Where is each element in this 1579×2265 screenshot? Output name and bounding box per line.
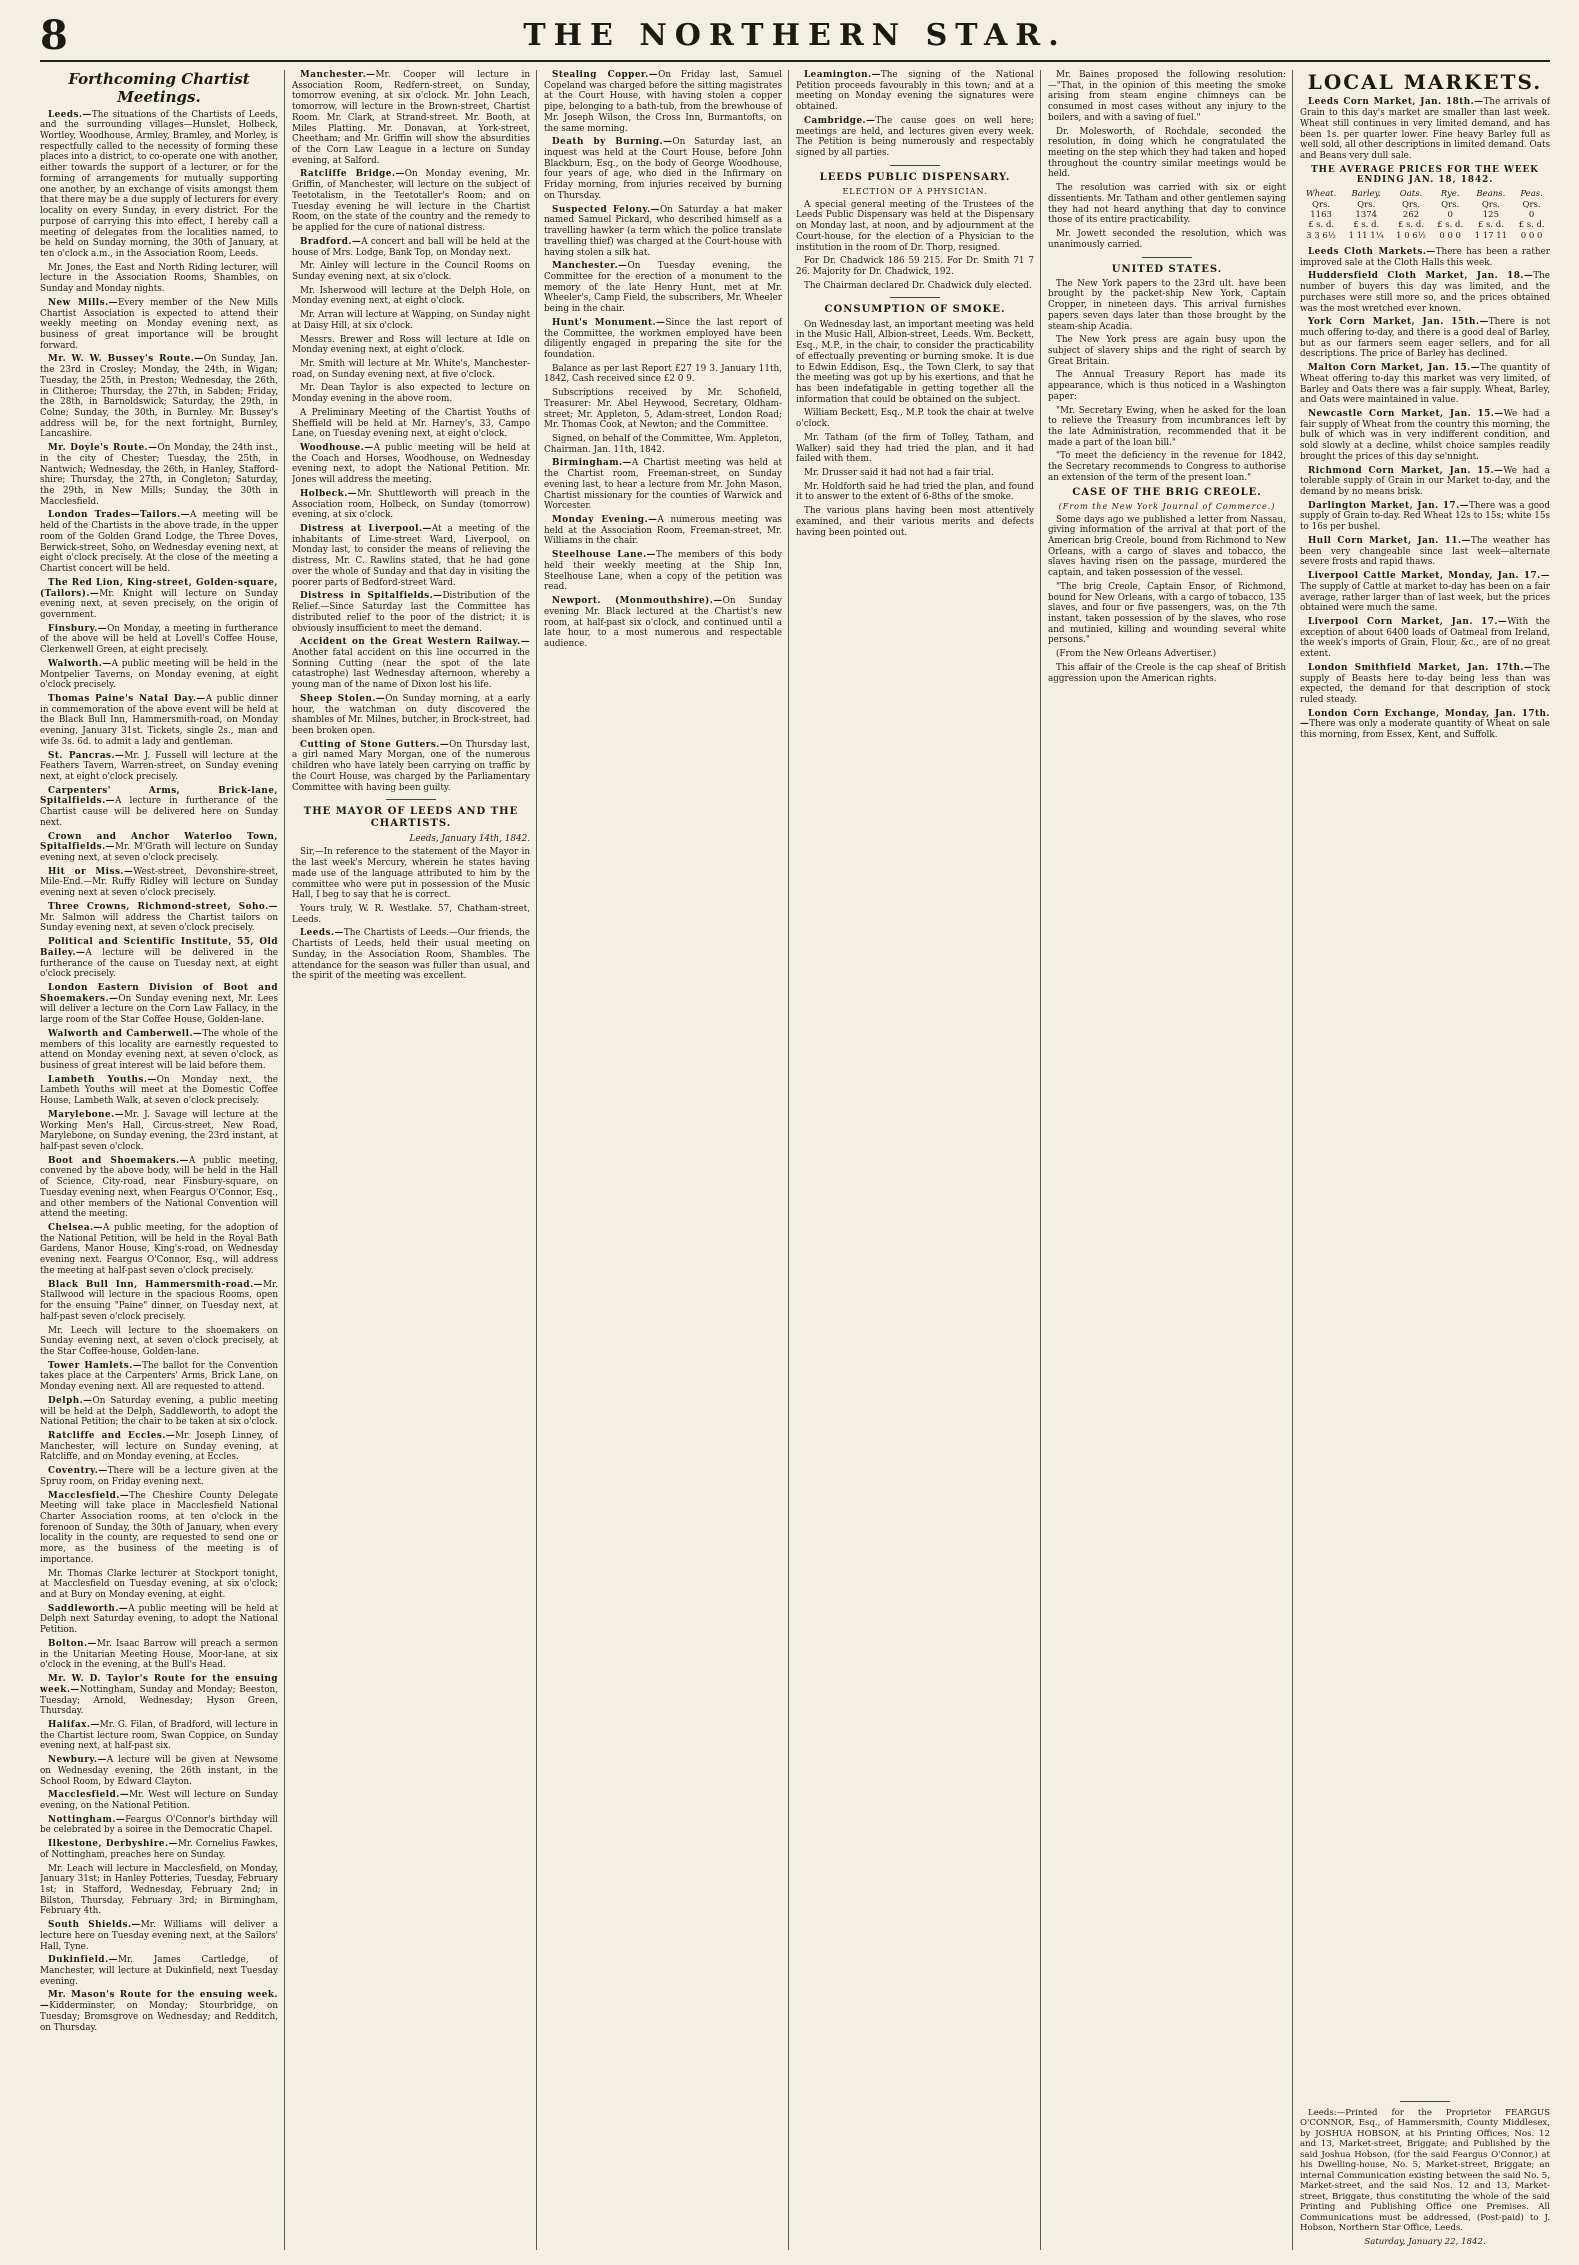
paragraph: Mr. Smith will lecture at Mr. White's, Manchester-road, on Sunday evening next, at five o'clock. (292, 358, 530, 380)
table-cell: £ s. d. (1353, 220, 1380, 231)
paragraph-lead: Newport. (Monmouthshire).— (552, 596, 723, 607)
paragraph-lead: Macclesfield.— (48, 1790, 130, 1801)
paragraph-lead: Leamington.— (804, 70, 881, 80)
table-cell: 0 (1447, 209, 1453, 220)
imprint-date: Saturday, January 22, 1842. (1364, 2236, 1486, 2247)
table-cell: 3 3 6½ (1306, 230, 1337, 241)
paragraph: Black Bull Inn, Hammersmith-road.—Mr. Stallwood will lecture in the spacious Rooms, open for the ensuing "Paine" dinner, on Tuesday next, at half-past seven o'clock precisely. (40, 1279, 278, 1322)
paragraph-lead: Bradford.— (300, 236, 362, 247)
paragraph-lead: Boot and Shoemakers.— (48, 1155, 189, 1166)
section-paragraphs (796, 320, 1034, 539)
page-number: 8 (40, 12, 68, 59)
paragraph: Mr. Leach will lecture in Macclesfield, on Monday, January 31st; in Hanley Potteries, Tuesday, February 1st; in Stafford, Wednesday, February 2nd; in Bilston, Thursday, February 3rd; in Birmingham, February 4th. (40, 1863, 278, 1917)
paragraph-lead: Walworth.— (48, 658, 112, 669)
paragraph: Crown and Anchor Waterloo Town, Spitalfields.—Mr. M'Grath will lecture on Sunday evening next, at seven o'clock precisely. (40, 831, 278, 864)
paragraph: Chelsea.—A public meeting, for the adoption of the National Petition, will be held in the Royal Bath Gardens, Manor House, King's-road, on Wednesday evening next. Feargus O'Connor, Esq., will address the meeting at half-past seven o'clock precisely. (40, 1223, 278, 1276)
table-cell: 1163 (1310, 209, 1332, 220)
paragraph-lead: London Corn Exchange, Monday, Jan. 17th.— (1300, 708, 1550, 730)
paragraph: Some days ago we published a letter from Nassau, giving information of the arrival at that port of the American brig Creole, bound from Richmond to New Orleans, with a cargo of slaves and tobacco, the slaves having risen on the passage, murdered the captain, and taken possession of the vessel. (1048, 514, 1286, 579)
paragraph: Darlington Market, Jan. 17.—There was a good supply of Grain to-day. Red Wheat 12s to 15s; white 15s to 16s per bushel. (1300, 500, 1550, 533)
section-title: CONSUMPTION OF SMOKE. (824, 304, 1006, 316)
column-paragraphs (544, 70, 782, 650)
paragraph: (From the New Orleans Advertiser.) (1056, 649, 1217, 660)
paragraph: Dr. Molesworth, of Rochdale, seconded the resolution, in doing which he congratulated the meeting on the step which they had taken and hoped throughout the country similar meetings would be held. (1048, 126, 1286, 180)
paragraph: The resolution was carried with six or eight dissentients. Mr. Tatham and other gentlemen saying they had not heard anything that day to convince those of its entire practicability. (1048, 183, 1286, 226)
paragraph: New Mills.—Every member of the New Mills Chartist Association is expected to attend their weekly meeting on Monday evening next, as business of great importance will be brought forward. (40, 297, 278, 351)
markets-heading: LOCAL MARKETS. (1307, 70, 1543, 94)
paragraph: Subscriptions received by Mr. Schofield, Treasurer: Mr. Abel Heywood, Secretary, Oldham-street; Mr. Appleton, 5, Adam-street, London Road; Mr. Thomas Cook, at Newton; and the Committee. (544, 388, 782, 431)
paragraph-lead: Malton Corn Market, Jan. 15.— (1308, 363, 1481, 374)
paragraph: Cambridge.—The cause goes on well here; meetings are held, and lectures given every week. The Petition is being numerously and respectably signed by all parties. (796, 115, 1034, 159)
imprint (1300, 2095, 1550, 2250)
paragraph-lead: Mr. Doyle's Route.— (48, 443, 158, 454)
paragraph: Mr. Jones, the East and North Riding lecturer, will lecture in the Association Rooms, Shambles, on Sunday and Monday nights. (40, 262, 278, 295)
table-cell: 0 0 0 (1439, 230, 1461, 241)
paragraph-lead: South Shields.— (48, 1920, 141, 1931)
column-5 (1048, 70, 1286, 2250)
table-row (1300, 189, 1550, 199)
paragraph: Mr. Ainley will lecture in the Council Rooms on Sunday evening next, at six o'clock. (292, 261, 530, 282)
paragraph-lead: Leeds Corn Market, Jan. 18th.— (1308, 97, 1484, 108)
table-cell: Qrs. (1357, 199, 1376, 210)
paragraph: Delph.—On Saturday evening, a public meeting will be held at the Delph, Saddleworth, to adopt the National Petition; the chair to be taken at six o'clock. (40, 1395, 278, 1428)
paragraph: Accident on the Great Western Railway.—Another fatal accident on this line occurred in the Sonning Cutting (near the spot of the late catastrophe) last Wednesday afternoon, whereby a young man of the name of Dixon lost his life. (292, 637, 530, 691)
paragraph-lead: Hunt's Monument.— (552, 317, 666, 328)
section-title: CASE OF THE BRIG CREOLE. (1072, 486, 1262, 498)
paragraph: Coventry.—There will be a lecture given at the Spruy room, on Friday evening next. (40, 1466, 278, 1487)
paragraph-lead: St. Pancras.— (48, 750, 125, 761)
table-cell: £ s. d. (1308, 220, 1335, 231)
paragraph: London Trades—Tailors.—A meeting will be held of the Chartists in the above trade, in the upper room of the Golden Grand Lodge, the Three Doves, Berwick-street, Soho, on Wednesday evening next, at eight o'clock precisely. At the close of the meeting a Chartist concert will be held. (40, 510, 278, 575)
paragraph: Mr. Drusser said it had not had a fair trial. (804, 467, 994, 478)
section-paragraphs (1048, 279, 1286, 484)
table-header: Barley. (1351, 189, 1381, 200)
paragraph: London Eastern Division of Boot and Shoemakers.—On Sunday evening next, Mr. Lees will deliver a lecture on the Corn Law Fallacy, in the large room of the Star Coffee House, Golden-lane. (40, 982, 278, 1026)
paragraph: Boot and Shoemakers.—A public meeting, convened by the above body, will be held in the Hall of Science, City-road, near Finsbury-square, on Tuesday evening next, when Feargus O'Connor, Esq., and other members of the National Convention will attend the meeting. (40, 1155, 278, 1220)
table-header: Wheat. (1305, 189, 1337, 200)
paragraph-lead: Macclesfield.— (48, 1490, 130, 1501)
column-rule (1040, 70, 1041, 2250)
columns-container (40, 70, 1550, 2255)
table-row (1300, 200, 1550, 210)
paragraph-lead: Ratcliffe and Eccles.— (48, 1430, 176, 1441)
table-cell: 0 0 0 (1520, 230, 1543, 241)
paragraph-lead: Lambeth Youths.— (48, 1074, 157, 1085)
paragraph-lead: Leeds.— (300, 928, 344, 939)
table-header: Peas. (1520, 189, 1543, 200)
table-cell: 262 (1402, 209, 1420, 220)
paragraph: South Shields.—Mr. Williams will deliver a lecture here on Tuesday evening next, at the Sailors' Hall, Tyne. (40, 1920, 278, 1952)
column-rule (536, 70, 537, 2250)
paragraph: Holbeck.—Mr. Shuttleworth will preach in the Association room, Holbeck, on Sunday (tomorrow) evening, at six o'clock. (292, 488, 530, 521)
paragraph: The Red Lion, King-street, Golden-square, (Tailors).—Mr. Knight will lecture on Sunday evening next, at seven precisely, on the origin of government. (40, 577, 278, 620)
table-cell: Qrs. (1401, 199, 1421, 210)
paragraph-lead: Distress in Spitalfields.— (300, 591, 443, 602)
table-cell: 1 11 1¼ (1348, 230, 1384, 241)
paragraph-lead: Woodhouse.— (300, 443, 374, 453)
table-cell: 1 17 11 (1474, 230, 1508, 241)
table-cell: 125 (1482, 209, 1499, 220)
paragraph-lead: Black Bull Inn, Hammersmith-road.— (48, 1279, 263, 1290)
paragraph: The New York press are again busy upon the subject of slavery ships and the right of search by Great Britain. (1048, 335, 1286, 367)
paragraph: Manchester.—Mr. Cooper will lecture in Association Room, Redfern-street, on Sunday, tomorrow evening, at six o'clock. Mr. John Leach, tomorrow, will lecture in the Brown-street, Chartist Room. Mr. Clark, at Strand-street. Mr. Booth, at Miles Platting. Mr. Donavan, at York-street, Cheetham; and Mr. Griffin will show the absurdities of the Corn Law League in a lecture on Sunday evening, at Salford. (292, 70, 530, 166)
paragraph: "Mr. Secretary Ewing, when he asked for the loan to relieve the Treasury from incumbrances left by the late Administration, recommended that it be made a part of the loan bill." (1048, 405, 1286, 448)
market-report-first (1300, 97, 1550, 161)
paragraph: London Corn Exchange, Monday, Jan. 17th.—There was only a moderate quantity of Wheat on sale this morning, from Essex, Kent, and Suffolk. (1300, 708, 1550, 741)
paragraph-lead: Newbury.— (48, 1755, 107, 1766)
paragraph: Hit or Miss.—West-street, Devonshire-street, Mile-End.—Mr. Ruffy Ridley will lecture on Sunday evening next at seven o'clock precisely. (40, 866, 278, 899)
paragraph: Leeds.—The Chartists of Leeds.—Our friends, the Chartists of Leeds, held their usual meeting on Sunday, in the Association Room, Shambles. The attendance for the season was fuller than usual, and the spirit of the meeting was excellent. (292, 928, 530, 982)
paragraph-lead: The Red Lion, King-street, Golden-square, (Tailors).— (40, 577, 278, 599)
paragraph-lead: Darlington Market, Jan. 17.— (1308, 500, 1470, 511)
column-paragraphs (796, 70, 1034, 159)
paragraph: The Chairman declared Dr. Chadwick duly elected. (804, 280, 1032, 291)
paragraph: William Beckett, Esq., M.P. took the chair at twelve o'clock. (796, 408, 1034, 430)
paragraph: Mr. Mason's Route for the ensuing week.—Kidderminster, on Monday; Stourbridge, on Tuesday; Bromsgrove on Wednesday; and Redditch, on Thursday. (40, 1990, 278, 2033)
paragraph-lead: Birmingham.— (552, 458, 632, 469)
paragraph: Balance as per last Report £27 19 3. January 11th, 1842, Cash received since £2 0 9. (544, 363, 782, 385)
paragraph: Mr. Holdforth said he had tried the plan, and found it to answer to the extent of 6-8ths of the smoke. (796, 481, 1034, 503)
table-row (1300, 210, 1550, 220)
paragraph-lead: Liverpool Corn Market, Jan. 17.— (1308, 616, 1508, 627)
column-4 (796, 70, 1034, 2250)
paragraph-lead: Walworth and Camberwell.— (48, 1028, 203, 1039)
column-paragraphs (1048, 70, 1286, 251)
table-cell: £ s. d. (1437, 220, 1464, 231)
paragraph: Suspected Felony.—On Saturday a hat maker named Samuel Pickard, who described himself as a travelling hawker (a term which the police translate travelling thief) was charged at the Court-house with having stolen a silk hat. (544, 204, 782, 258)
table-cell: £ s. d. (1398, 220, 1425, 231)
table-header: Beans. (1476, 189, 1506, 200)
paragraph: A Preliminary Meeting of the Chartist Youths of Sheffield will be held at Mr. Harney's, 33, Campo Lane, on Tuesday evening next, at eight o'clock. (292, 407, 530, 440)
column-rule (788, 70, 789, 2250)
table-cell: £ s. d. (1518, 220, 1545, 231)
newspaper-title: THE NORTHERN STAR. (523, 18, 1067, 53)
paragraph: Mr. Arran will lecture at Wapping, on Sunday night at Daisy Hill, at six o'clock. (292, 310, 530, 331)
paragraph: Monday Evening.—A numerous meeting was held at the Association Room, Freeman-street, Mr. Williams in the chair. (544, 515, 782, 547)
paragraph: For Dr. Chadwick 186 59 215. For Dr. Smith 71 7 26. Majority for Dr. Chadwick, 192. (796, 256, 1034, 277)
section-source: (From the New York Journal of Commerce.) (1058, 501, 1276, 511)
paragraph-lead: Distress at Liverpool.— (300, 524, 432, 535)
paragraph: Signed, on behalf of the Committee, Wm. Appleton, Chairman. Jan. 11th, 1842. (544, 434, 782, 455)
paragraph: Liverpool Corn Market, Jan. 17.—With the exception of about 6400 loads of Oatmeal from Ireland, the week's imports of Grain, Flour, &c., are of no great extent. (1300, 616, 1550, 660)
paragraph: Steelhouse Lane.—The members of this body held their weekly meeting at the Ship Inn, Steelhouse Lane, when a copy of the petition was read. (544, 550, 782, 593)
paragraph-lead: Saddleworth.— (48, 1603, 129, 1614)
paragraph-lead: Liverpool Cattle Market, Monday, Jan. 17.— (1308, 571, 1550, 582)
paragraph-lead: Coventry.— (48, 1466, 108, 1477)
column-paragraphs (40, 110, 278, 2034)
paragraph: Walworth and Camberwell.—The whole of the members of this locality are earnestly requested to attend on Monday evening next, at seven o'clock, as business of great interest will be laid before them. (40, 1028, 278, 1071)
paragraph-lead: Mr. W. W. Bussey's Route.— (48, 354, 204, 365)
paragraph-lead: Manchester.— (552, 261, 628, 272)
paragraph: Saddleworth.—A public meeting will be held at Delph next Saturday evening, to adopt the National Petition. (40, 1603, 278, 1636)
paragraph: Sheep Stolen.—On Sunday morning, at a early hour, the watchman on duty discovered the shambles of Mr. Milnes, butcher, in Brock-street, had been broken open. (292, 693, 530, 736)
paragraph: A special general meeting of the Trustees of the Leeds Public Dispensary was held at the Dispensary on Monday last, at noon, and by adjournment at the Court-house, for the election of a Physician to the institution in the room of Dr. Thorp, resigned. (796, 199, 1034, 253)
paragraph: Sir,—In reference to the statement of the Mayor in the last week's Mercury, wherein he states having made use of the language attributed to him by the committee who were put in possession of the Music Hall, I beg to say that he is correct. (292, 847, 530, 901)
paragraph-lead: Hit or Miss.— (48, 866, 134, 877)
paragraph: Leeds Corn Market, Jan. 18th.—The arrivals of Grain to this day's market are smaller than last week. Wheat still continues in very limited demand, and has been 1s. per quarter lower. Fine heavy Barley full as well sold, all other descriptions in limited demand. Oats and Beans very dull sale. (1300, 97, 1550, 161)
paragraph-lead: Newcastle Corn Market, Jan. 15.— (1308, 409, 1504, 419)
paragraph: London Smithfield Market, Jan. 17th.—The supply of Beasts here to-day being less than was expected, the demand for that description of stock ruled steady. (1300, 662, 1550, 705)
paragraph: Distress at Liverpool.—At a meeting of the inhabitants of Lime-street Ward, Liverpool, on Monday last, to consider the means of relieving the distress, Mr. C. Rawlins stated, that he had gone over the whole of Sunday and that day in visiting the poorer parts of Bedford-street Ward. (292, 524, 530, 588)
paragraph-lead: Halifax.— (48, 1719, 100, 1730)
paragraph-lead: Mr. W. D. Taylor's Route for the ensuing week.— (40, 1674, 278, 1695)
table-cell: 1374 (1355, 209, 1378, 220)
paragraph: Mr. Tatham (of the firm of Tolley, Tatham, and Walker) said they had tried the plan, and it had failed with them. (796, 432, 1034, 465)
paragraph: Death by Burning.—On Saturday last, an inquest was held at the Court House, before John Blackburn, Esq., on the body of George Woodhouse, four years of age, who died in the Infirmary on Friday morning, from injuries received by burning on Thursday. (544, 137, 782, 201)
paragraph: Lambeth Youths.—On Monday next, the Lambeth Youths will meet at the Domestic Coffee House, Lambeth Walk, at seven o'clock precisely. (40, 1074, 278, 1107)
table-cell: 1 0 6½ (1396, 230, 1426, 241)
paragraph: Marylebone.—Mr. J. Savage will lecture at the Working Men's Hall, Circus-street, New Road, Marylebone, on Sunday evening, the 23rd instant, at half-past seven o'clock. (40, 1109, 278, 1152)
column-3 (544, 70, 782, 2250)
paragraph: Nottingham.—Feargus O'Connor's birthday will be celebrated by a soiree in the Democratic Chapel. (40, 1814, 278, 1836)
paragraph: Political and Scientific Institute, 55, Old Bailey.—A lecture will be delivered in the furtherance of the cause on Tuesday next, at eight o'clock precisely. (40, 937, 278, 980)
paragraph-lead: Monday Evening.— (552, 515, 658, 526)
paragraph-lead: Manchester.— (300, 70, 376, 80)
paragraph: Macclesfield.—The Cheshire County Delegate Meeting will take place in Macclesfield National Charter Association rooms, at ten o'clock in the forenoon of Sunday, the 30th of January, when every locality in the county, are requested to send one or more, as the business of the meeting is of importance. (40, 1490, 278, 1565)
section-divider (1400, 2101, 1450, 2102)
paragraph-lead: Thomas Paine's Natal Day.— (48, 693, 206, 704)
paragraph: Hunt's Monument.—Since the last report of the Committee, the workmen employed have been diligently engaged in preparing the site for the foundation. (544, 317, 782, 360)
paragraph: Richmond Corn Market, Jan. 15.—We had a tolerable supply of Grain in our Market to-day, and the demand by no means brisk. (1300, 465, 1550, 498)
paragraph: Liverpool Cattle Market, Monday, Jan. 17.—The supply of Cattle at market to-day has been on a fair average, rather larger than of last week, but the prices obtained were much the same. (1300, 571, 1550, 614)
paragraph: The various plans having been most attentively examined, and their various merits and defects having been pointed out. (796, 506, 1034, 538)
paragraph-lead: York Corn Market, Jan. 15th.— (1308, 317, 1489, 328)
paragraph-lead: Ratcliffe Bridge.— (300, 169, 405, 180)
paragraph: Woodhouse.—A public meeting will be held at the Coach and Horses, Woodhouse, on Wednesday evening next, to adopt the National Petition. Mr. Jones will address the meeting. (292, 443, 530, 486)
section-divider (386, 799, 436, 800)
paragraph: Tower Hamlets.—The ballot for the Convention takes place at the Carpenters' Arms, Brick Lane, on Monday evening next. All are requested to attend. (40, 1360, 278, 1393)
table-row (1300, 231, 1550, 241)
column-paragraphs (292, 70, 530, 793)
table-cell: £ s. d. (1477, 220, 1504, 231)
paragraph-lead: Delph.— (48, 1395, 93, 1406)
column-rule (284, 70, 285, 2250)
paragraph: Halifax.—Mr. G. Filan, of Bradford, will lecture in the Chartist lecture room, Swan Coppice, on Sunday evening next, at half-past six. (40, 1719, 278, 1752)
paragraph: Newbury.—A lecture will be given at Newsome on Wednesday evening, the 26th instant, in the School Room, by Edward Clayton. (40, 1755, 278, 1787)
column-rule (1292, 70, 1293, 2250)
table-row (1300, 220, 1550, 230)
paragraph: Mr. Dean Taylor is also expected to lecture on Monday evening in the above room. (292, 383, 530, 405)
price-table-title: THE AVERAGE PRICES FOR THE WEEK ENDING JAN. 18, 1842. (1311, 164, 1539, 186)
paragraph: Hull Corn Market, Jan. 11.—The weather has been very changeable since last week—alternate severe frosts and rapid thaws. (1300, 535, 1550, 568)
paragraph-lead: Mr. Mason's Route for the ensuing week.— (40, 1990, 278, 2012)
paragraph: Mr. Baines proposed the following resolution:—"That, in the opinion of this meeting the smoke arising from steam engine chimneys can be consumed in most cases without any injury to the boilers, and with a saving of fuel." (1048, 70, 1286, 123)
paragraph-lead: Cutting of Stone Gutters.— (300, 739, 450, 750)
paragraph: Leamington.—The signing of the National Petition proceeds favourably in this town; and at a meeting on Monday evening the signatures were obtained. (796, 70, 1034, 113)
paragraph: York Corn Market, Jan. 15th.—There is not much offering to-day, and there is a good deal of Barley, but as our farmers seem eager sellers, and for all descriptions. The price of Barley has declined. (1300, 317, 1550, 360)
paragraph-lead: London Eastern Division of Boot and Shoemakers.— (40, 982, 278, 1004)
paragraph-lead: Leeds Cloth Markets.— (1308, 246, 1436, 257)
column-2 (292, 70, 530, 2250)
paragraph: Mr. Doyle's Route.—On Monday, the 24th inst., in the city of Chester; Tuesday, the 25th, in Nantwich; Wednesday, the 26th, in Hanley, Stafford-shire; Thursday, the 27th, in Congleton; Saturday, the 29th, in New Mills; Sunday, the 30th in Macclesfield. (40, 443, 278, 507)
section-divider (1142, 257, 1192, 258)
paragraph-lead: Sheep Stolen.— (300, 693, 386, 704)
imprint-text: Leeds:—Printed for the Proprietor FEARGUS O'CONNOR, Esq., of Hammersmith, County Middlesex, by JOSHUA HOBSON, at his Printing Offices, Nos. 12 and 13, Market-street, Briggate; and Published by the said Joshua Hobson, (for the said Feargus O'Connor,) at his Dwelling-house, No. 5, Market-street, Briggate; an internal Communication existing between the said No. 5, Market-street, and the said Nos. 12 and 13, Market-street, Briggate, thus constituting the whole of the said Printing and Publishing Office one Premises. All Communications must be addressed, (Post-paid) to J. Hobson, Northern Star Office, Leeds. (1300, 2107, 1550, 2234)
paragraph-lead: Political and Scientific Institute, 55, Old Bailey.— (40, 937, 278, 958)
paragraph-lead: Richmond Corn Market, Jan. 15.— (1308, 465, 1504, 476)
paragraph: Birmingham.—A Chartist meeting was held at the Chartist room, Freeman-street, on Sunday evening last, to hear a lecture from Mr. John Mason, Chartist missionary for the counties of Warwick and Worcester. (544, 458, 782, 512)
paragraph-lead: Holbeck.— (300, 488, 358, 499)
paragraph: On Wednesday last, an important meeting was held in the Music Hall, Albion-street, Leeds. Wm. Beckett, Esq., M.P., in the chair, to consider the practicability of effectually preventing or burning smoke. It is due to Edwin Eddison, Esq., the Town Clerk, to say that the meeting was got up by his exertions, and that he has been indefatigable in getting together all the information that could be obtained on the subject. (796, 319, 1034, 405)
paragraph: Leeds Cloth Markets.—There has been a rather improved sale at the Cloth Halls this week. (1300, 246, 1550, 268)
section-paragraphs (292, 847, 530, 982)
paragraph: Mr. Jowett seconded the resolution, which was unanimously carried. (1048, 229, 1286, 250)
paragraph: The New York papers to the 23rd ult. have been brought by the packet-ship New York, Captain Cropper, in nineteen days. This arrival furnishes papers seven days later than those brought by the steam-ship Acadia. (1048, 278, 1286, 332)
paragraph: Stealing Copper.—On Friday last, Samuel Copeland was charged before the sitting magistrates at the Court House, with having stolen a copper pipe, belonging to a bath-tub, from the brewhouse of Mr. Joseph Wilson, the Cross Inn, Burmantofts, on the same morning. (544, 70, 782, 134)
paragraph-lead: Suspected Felony.— (552, 204, 660, 215)
paragraph: St. Pancras.—Mr. J. Fussell will lecture at the Feathers Tavern, Warren-street, on Sunday evening next, at eight o'clock precisely. (40, 750, 278, 782)
column-6 (1300, 70, 1550, 2250)
paragraph: Dukinfield.—Mr. James Cartledge, of Manchester, will lecture at Dukinfield, next Tuesday evening. (40, 1955, 278, 1987)
table-cell: Qrs. (1481, 199, 1500, 210)
table-cell: Qrs. (1441, 199, 1460, 210)
paragraph: Three Crowns, Richmond-street, Soho.—Mr. Salmon will address the Chartist tailors on Sunday evening next, at seven o'clock precisely. (40, 901, 278, 934)
paragraph: The Annual Treasury Report has made its appearance, which is thus noticed in a Washington paper: (1048, 370, 1286, 402)
paragraph-lead: Crown and Anchor Waterloo Town, Spitalfields.— (40, 831, 278, 853)
paragraph: Macclesfield.—Mr. West will lecture on Sunday evening, on the National Petition. (40, 1790, 278, 1811)
section-divider (890, 297, 940, 298)
paragraph: Mr. W. W. Bussey's Route.—On Sunday, Jan. the 23rd in Crosley; Monday, the 24th, in Wigan; Tuesday, the 25th, in Preston; Wednesday, the 26th, in Clitheroe; Thursday, the 27th, in Sabden; Friday, the 28th, in Barnoldswick; Saturday, the 29th, in Colne; Sunday, the 30th, in Burnley. Mr. Bussey's address will be, for the next fortnight, Burnley, Lancashire. (40, 354, 278, 440)
paragraph: Mr. Isherwood will lecture at the Delph Hole, on Monday evening next, at eight o'clock. (292, 285, 530, 307)
paragraph-lead: Ilkestone, Derbyshire.— (48, 1839, 178, 1850)
paragraph-lead: Marylebone.— (48, 1109, 124, 1120)
table-header: Rye. (1440, 189, 1460, 200)
section-title: THE MAYOR OF LEEDS AND THE CHARTISTS. (303, 806, 519, 830)
paragraph: Distress in Spitalfields.—Distribution of the Relief.—Since Saturday last the Committee has distributed relief to the poor of the district; it is obviously insufficient to meet the demand. (292, 591, 530, 634)
paragraph-lead: Huddersfield Cloth Market, Jan. 18.— (1308, 271, 1534, 282)
table-header: Oats. (1399, 189, 1423, 200)
paragraph: Mr. W. D. Taylor's Route for the ensuing week.—Nottingham, Sunday and Monday; Beeston, Tuesday; Arnold, Wednesday; Hyson Green, Thursday. (40, 1674, 278, 1717)
section-paragraphs (796, 200, 1034, 292)
paragraph: Carpenters' Arms, Brick-lane, Spitalfields.—A lecture in furtherance of the Chartist cause will be delivered here on Sunday next. (40, 785, 278, 828)
table-cell: Qrs. (1522, 199, 1541, 210)
paragraph: Newcastle Corn Market, Jan. 15.—We had a fair supply of Wheat from the country this morning, the bulk of which was in very indifferent condition, and sold slowly at a decline, whilst choice samples readily brought the prices of this day se'nnight. (1300, 409, 1550, 462)
section-title: UNITED STATES. (1111, 263, 1223, 275)
dateline: Leeds, January 14th, 1842. (409, 833, 530, 844)
table-cell: Qrs. (1312, 199, 1331, 210)
paragraph-lead: Nottingham.— (48, 1814, 126, 1825)
paragraph: Bolton.—Mr. Isaac Barrow will preach a sermon in the Unitarian Meeting House, Moor-lane, at six o'clock in the evening, at the Bull's Head. (40, 1638, 278, 1671)
paragraph-lead: Bolton.— (48, 1638, 97, 1649)
paragraph-lead: New Mills.— (48, 297, 118, 308)
paragraph-lead: Finsbury.— (48, 623, 108, 634)
paragraph-lead: Three Crowns, Richmond-street, Soho.— (48, 901, 278, 912)
paragraph-lead: Cambridge.— (804, 115, 876, 126)
paragraph: Yours truly, W. R. Westlake. 57, Chatham-street, Leeds. (292, 903, 530, 925)
section-paragraphs (1048, 515, 1286, 685)
paragraph-lead: Hull Corn Market, Jan. 11.— (1308, 535, 1471, 546)
paragraph: Ratcliffe Bridge.—On Monday evening, Mr. Griffin, of Manchester, will lecture on the subject of Teetotalism, in the Teetotaller's Room; and on Tuesday evening he will lecture in the Chartist Room, on the state of the country and the remedy to be applied for the cure of national distress. (292, 169, 530, 234)
paragraph-lead: Dukinfield.— (48, 1955, 118, 1966)
paragraph-lead: London Smithfield Market, Jan. 17th.— (1308, 662, 1534, 673)
paragraph-lead: Chelsea.— (48, 1223, 103, 1234)
paragraph: Messrs. Brewer and Ross will lecture at Idle on Monday evening next, at eight o'clock. (292, 334, 530, 356)
market-reports (1300, 247, 1550, 741)
paragraph: Finsbury.—On Monday, a meeting in furtherance of the above will be held at Lovell's Coffee House, Clerkenwell Green, at eight precisely. (40, 623, 278, 656)
paragraph: Ratcliffe and Eccles.—Mr. Joseph Linney, of Manchester, will lecture on Sunday evening, at Ratcliffe, and on Monday evening, at Eccles. (40, 1430, 278, 1463)
paragraph-lead: Tower Hamlets.— (48, 1360, 143, 1371)
paragraph: Leeds.—The situations of the Chartists of Leeds, and the surrounding villages—Hunslet, Holbeck, Wortley, Woodhouse, Armley, Bramley, and Morley, is respectfully called to the necessity of forming these places into a district, to co-operate one with another, either towards the support of a lecturer, or for the forming of arrangements for mutually supporting one another, by an exchange of visits amongst them that there may be a due supply of lecturers for every locality on every Sunday, in every district. For the purpose of carrying this into effect, I hereby call a meeting of delegates from the localities named, to be held on Sunday morning, the 30th of January, at ten o'clock a.m., in the Association Room, Leeds. (40, 109, 278, 259)
paragraph: This affair of the Creole is the cap sheaf of British aggression upon the American rights. (1048, 662, 1286, 684)
paragraph: "The brig Creole, Captain Ensor, of Richmond, bound for New Orleans, with a cargo of tobacco, 135 slaves, and four or five passengers, was, on the 7th instant, taken possession of by the slaves, who rose and mutinied, killing and wounding several white persons." (1048, 581, 1286, 646)
column-heading: Forthcoming Chartist Meetings. (68, 70, 250, 107)
paragraph: Malton Corn Market, Jan. 15.—The quantity of Wheat offering to-day this market was very limited, of Barley and Oats there was a fair supply. Wheat, Barley, and Oats were maintained in value. (1300, 363, 1550, 406)
paragraph: Manchester.—On Tuesday evening, the Committee for the erection of a monument to the memory of the late Henry Hunt, met at Mr. Wheeler's, Camp Field, the subscribers, Mr. Wheeler being in the chair. (544, 261, 782, 315)
section-divider (890, 165, 940, 166)
paragraph: Walworth.—A public meeting will be held in the Montpelier Taverns, on Monday evening, at eight o'clock precisely. (40, 658, 278, 691)
paragraph-lead: Accident on the Great Western Railway.— (300, 637, 530, 648)
paragraph: Bradford.—A concert and ball will be held at the house of Mrs. Lodge, Bank Top, on Monday next. (292, 236, 530, 258)
paragraph: Mr. Thomas Clarke lecturer at Stockport tonight, at Macclesfield on Tuesday evening, at six o'clock; and at Bury on Monday evening, at eight. (40, 1568, 278, 1601)
paragraph-lead: Steelhouse Lane.— (552, 550, 656, 561)
paragraph: Thomas Paine's Natal Day.—A public dinner in commemoration of the above event will be held at the Black Bull Inn, Hammersmith-road, on Monday evening, January 31st. Tickets, single 2s., man and wife 3s. 6d. to admit a lady and gentleman. (40, 693, 278, 747)
paragraph: Huddersfield Cloth Market, Jan. 18.—The number of buyers this day was limited, and the purchases were still more so, and the prices obtained was the most wretched ever known. (1300, 271, 1550, 314)
paragraph: "To meet the deficiency in the revenue for 1842, the Secretary recommends to Congress to authorise an extension of the term of the present loan." (1048, 451, 1286, 483)
column-1 (40, 70, 278, 2250)
masthead (40, 12, 1550, 62)
section-subtitle: ELECTION OF A PHYSICIAN. (842, 186, 988, 196)
paragraph-lead: Carpenters' Arms, Brick-lane, Spitalfields.— (40, 785, 278, 807)
average-prices-table (1300, 189, 1550, 241)
table-cell: 0 (1528, 209, 1535, 220)
paragraph: Ilkestone, Derbyshire.—Mr. Cornelius Fawkes, of Nottingham, preaches here on Sunday. (40, 1839, 278, 1860)
paragraph-lead: Leeds.— (48, 109, 92, 120)
paragraph-lead: London Trades—Tailors.— (48, 510, 190, 521)
paragraph-lead: Stealing Copper.— (552, 70, 659, 80)
paragraph: Newport. (Monmouthshire).—On Sunday evening Mr. Black lectured at the Chartist's new room, at half-past six o'clock, and continued until a late hour, to a most numerous and respectable audience. (544, 596, 782, 649)
paragraph: Cutting of Stone Gutters.—On Thursday last, a girl named Mary Morgan, one of the numerous children who have lately been carrying on traffic by the Court House, was charged by the Parliamentary Committee with having been guilty. (292, 739, 530, 793)
section-title: LEEDS PUBLIC DISPENSARY. (819, 171, 1011, 183)
paragraph-lead: Death by Burning.— (552, 137, 673, 148)
paragraph: Mr. Leech will lecture to the shoemakers on Sunday evening next, at seven o'clock precisely, at the Star Coffee-house, Golden-lane. (40, 1325, 278, 1357)
